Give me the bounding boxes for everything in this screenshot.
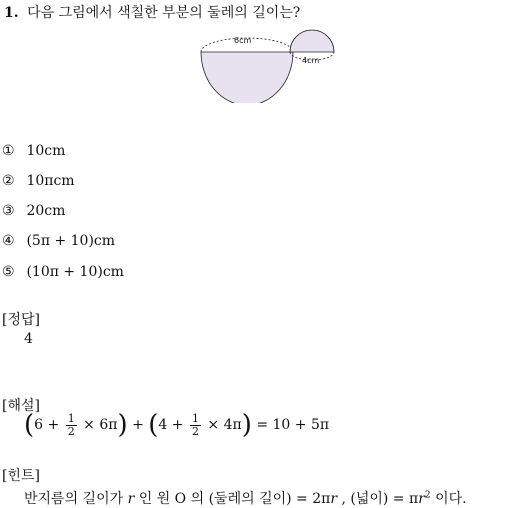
- fraction-half: $\frac{1}{2}$: [67, 411, 75, 438]
- answer-value: 4: [24, 331, 33, 347]
- question-number: 1.: [4, 5, 19, 21]
- fraction-half: $\frac{1}{2}$: [191, 411, 199, 438]
- hint-heading: [힌트]: [2, 468, 40, 484]
- small-semicircle: [290, 30, 334, 52]
- choice-text: (5π + 10)cm: [26, 233, 116, 249]
- choice-mark: ⑤: [2, 264, 15, 280]
- question-title: [4, 2, 300, 22]
- hint-text: 반지름의 길이가 r 인 원 O 의 (둘레의 길이) = 2πr , (넓이) = $\pi r^2$ 이다.: [24, 490, 467, 507]
- question-text: 다음 그림에서 색칠한 부분의 둘레의 길이는?: [27, 5, 301, 21]
- choice-1[interactable]: [2, 143, 65, 159]
- choice-mark: ④: [2, 233, 15, 249]
- semicircle-figure: [196, 28, 341, 103]
- large-diameter-label: 6cm: [234, 36, 252, 45]
- explanation-heading: [해설]: [2, 398, 40, 414]
- choice-2[interactable]: [2, 173, 75, 189]
- answer-heading: [정답]: [2, 312, 40, 328]
- choice-3[interactable]: [2, 203, 65, 219]
- small-diameter-label: 4cm: [302, 56, 320, 65]
- choice-mark: ③: [2, 203, 15, 219]
- choice-4[interactable]: [2, 233, 115, 249]
- choice-mark: ①: [2, 143, 15, 159]
- choice-text: 10πcm: [26, 173, 75, 189]
- explanation-formula: (6 + $\frac{1}{2}$ × 6π) + (4 + $\frac{1}{2}$ × 4π) = 10 + 5π: [24, 410, 330, 440]
- choice-mark: ②: [2, 173, 15, 189]
- choice-text: 20cm: [26, 203, 66, 219]
- choice-text: (10π + 10)cm: [26, 264, 124, 280]
- choice-text: 10cm: [26, 143, 66, 159]
- choice-5[interactable]: [2, 264, 124, 280]
- large-semicircle: [201, 52, 293, 103]
